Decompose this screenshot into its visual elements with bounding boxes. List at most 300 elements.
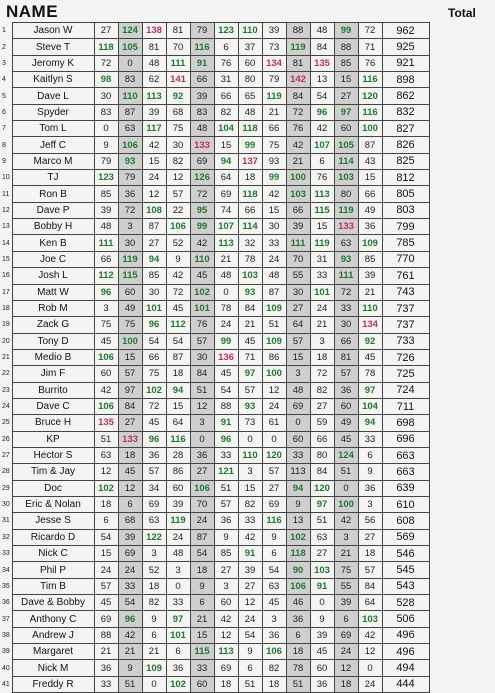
player-name: Margaret [12,644,94,660]
score-cell: 106 [94,398,118,414]
score-cell: 48 [286,382,310,398]
total-cell: 805 [382,186,429,202]
score-cell: 36 [358,480,382,496]
score-cell: 99 [214,333,238,349]
table-row [0,562,429,578]
row-number: 32 [2,533,10,541]
score-cell: 73 [238,415,262,431]
score-table-body [0,23,429,693]
score-cell: 83 [94,104,118,120]
score-cell: 116 [262,513,286,529]
score-cell: 107 [310,137,334,153]
score-cell: 9 [94,137,118,153]
score-cell: 62 [142,72,166,88]
score-cell: 63 [118,121,142,137]
score-cell: 69 [190,153,214,169]
score-cell: 9 [358,464,382,480]
total-cell: 543 [382,578,429,594]
score-cell: 111 [286,235,310,251]
score-cell: 54 [94,529,118,545]
score-cell: 3 [358,496,382,512]
score-cell: 3 [166,562,190,578]
score-cell: 97 [310,496,334,512]
score-cell: 109 [262,300,286,316]
player-name: Josh L [12,268,94,284]
score-cell: 105 [118,39,142,55]
score-cell: 31 [214,72,238,88]
score-cell: 99 [334,23,358,39]
score-cell: 116 [190,39,214,55]
score-cell: 45 [214,366,238,382]
score-cell: 120 [358,88,382,104]
score-cell: 21 [262,104,286,120]
score-cell: 66 [238,202,262,218]
score-cell: 18 [166,366,190,382]
score-cell: 3 [310,333,334,349]
score-cell: 72 [358,23,382,39]
row-number: 4 [2,76,6,84]
player-name: Dave C [12,398,94,414]
score-cell: 113 [286,464,310,480]
score-cell: 79 [190,23,214,39]
score-cell: 94 [286,480,310,496]
score-cell: 51 [214,480,238,496]
row-number: 1 [2,27,6,35]
score-cell: 104 [214,121,238,137]
score-cell: 6 [262,546,286,562]
score-cell: 27 [238,578,262,594]
table-row [0,382,429,398]
score-cell: 106 [94,349,118,365]
score-cell: 30 [94,88,118,104]
score-cell: 9 [286,496,310,512]
score-cell: 15 [118,349,142,365]
total-cell: 785 [382,235,429,251]
table-row [0,104,429,120]
score-cell: 59 [310,415,334,431]
score-cell: 36 [118,186,142,202]
score-cell: 18 [118,447,142,463]
score-cell: 66 [214,88,238,104]
score-cell: 74 [214,202,238,218]
score-cell: 106 [118,137,142,153]
score-cell: 54 [214,382,238,398]
row-number: 20 [2,337,10,345]
score-cell: 115 [118,268,142,284]
table-row [0,578,429,594]
score-cell: 36 [190,447,214,463]
score-cell: 66 [94,251,118,267]
row-number: 33 [2,550,10,558]
score-cell: 133 [190,137,214,153]
row-number: 13 [2,223,10,231]
score-cell: 0 [286,415,310,431]
row-number: 37 [2,615,10,623]
score-cell: 57 [142,464,166,480]
score-cell: 42 [262,186,286,202]
total-cell: 528 [382,595,429,611]
score-cell: 76 [358,55,382,71]
score-cell: 66 [262,121,286,137]
score-cell: 84 [358,578,382,594]
score-cell: 117 [142,121,166,137]
score-cell: 75 [166,121,190,137]
score-cell: 76 [190,317,214,333]
score-cell: 136 [214,349,238,365]
score-cell: 42 [214,611,238,627]
score-cell: 0 [238,431,262,447]
player-name: Matt W [12,284,94,300]
table-row [0,72,429,88]
score-cell: 27 [286,300,310,316]
score-cell: 102 [94,480,118,496]
score-cell: 84 [286,88,310,104]
score-cell: 101 [310,284,334,300]
score-cell: 99 [262,170,286,186]
score-cell: 137 [238,153,262,169]
score-cell: 86 [262,349,286,365]
score-cell: 36 [166,660,190,676]
score-cell: 115 [310,202,334,218]
table-row [0,219,429,235]
total-cell: 663 [382,464,429,480]
score-cell: 21 [118,644,142,660]
score-cell: 12 [166,170,190,186]
score-cell: 93 [334,251,358,267]
total-cell: 496 [382,644,429,660]
row-number: 34 [2,566,10,574]
score-cell: 93 [262,153,286,169]
table-row [0,595,429,611]
score-cell: 43 [358,153,382,169]
score-cell: 102 [166,676,190,692]
player-name: TJ [12,170,94,186]
score-cell: 84 [118,398,142,414]
score-cell: 100 [262,366,286,382]
table-row [0,676,429,692]
score-cell: 39 [286,219,310,235]
score-cell: 27 [118,415,142,431]
score-cell: 0 [358,660,382,676]
score-cell: 113 [142,88,166,104]
player-name: Eric & Nolan [12,496,94,512]
score-cell: 64 [286,317,310,333]
score-cell: 18 [310,349,334,365]
player-name: Jason W [12,23,94,39]
score-cell: 57 [166,186,190,202]
table-row [0,644,429,660]
score-cell: 97 [238,366,262,382]
player-name: Kaitlyn S [12,72,94,88]
score-cell: 42 [358,627,382,643]
score-cell: 15 [166,398,190,414]
score-cell: 24 [358,676,382,692]
score-cell: 57 [262,464,286,480]
score-cell: 69 [334,627,358,643]
score-cell: 141 [166,72,190,88]
score-cell: 3 [118,219,142,235]
score-cell: 18 [262,676,286,692]
score-cell: 15 [214,137,238,153]
score-cell: 73 [262,39,286,55]
score-cell: 70 [166,39,190,55]
score-cell: 120 [310,480,334,496]
score-cell: 45 [166,300,190,316]
score-cell: 92 [358,333,382,349]
score-cell: 134 [358,317,382,333]
score-cell: 102 [190,284,214,300]
score-cell: 105 [334,137,358,153]
row-number: 21 [2,354,10,362]
score-cell: 9 [310,611,334,627]
score-cell: 24 [190,513,214,529]
row-number: 25 [2,419,10,427]
score-cell: 75 [94,317,118,333]
score-cell: 82 [262,660,286,676]
score-cell: 78 [286,660,310,676]
score-cell: 87 [190,529,214,545]
score-cell: 42 [190,235,214,251]
table-row [0,300,429,316]
score-cell: 85 [334,55,358,71]
score-cell: 97 [358,382,382,398]
score-cell: 48 [142,55,166,71]
score-cell: 83 [118,72,142,88]
score-cell: 60 [166,480,190,496]
score-cell: 39 [238,562,262,578]
total-cell: 803 [382,202,429,218]
player-name: Steve T [12,39,94,55]
table-row [0,349,429,365]
score-cell: 112 [94,268,118,284]
score-cell: 135 [310,55,334,71]
score-cell: 100 [118,333,142,349]
score-cell: 3 [142,546,166,562]
score-cell: 68 [166,104,190,120]
row-number: 24 [2,403,10,411]
score-cell: 15 [94,546,118,562]
score-cell: 33 [334,300,358,316]
score-cell: 87 [358,137,382,153]
score-cell: 60 [310,660,334,676]
total-cell: 444 [382,676,429,692]
score-cell: 69 [262,496,286,512]
score-cell: 30 [334,317,358,333]
score-cell: 86 [166,464,190,480]
total-cell: 737 [382,300,429,316]
row-number: 10 [2,174,10,182]
score-cell: 30 [166,137,190,153]
score-cell: 101 [190,300,214,316]
score-cell: 33 [214,447,238,463]
score-cell: 72 [166,284,190,300]
row-number: 39 [2,648,10,656]
total-cell: 545 [382,562,429,578]
score-cell: 15 [334,72,358,88]
score-cell: 110 [238,23,262,39]
total-cell: 799 [382,219,429,235]
score-cell: 21 [286,153,310,169]
score-cell: 51 [238,676,262,692]
score-cell: 85 [214,546,238,562]
score-cell: 66 [190,72,214,88]
score-cell: 15 [262,202,286,218]
score-cell: 98 [94,72,118,88]
table-row [0,121,429,137]
table-row [0,513,429,529]
score-cell: 12 [214,627,238,643]
score-cell: 63 [262,578,286,594]
total-cell: 546 [382,546,429,562]
score-cell: 69 [286,398,310,414]
score-cell: 91 [238,546,262,562]
score-cell: 27 [310,398,334,414]
score-cell: 75 [142,366,166,382]
score-cell: 21 [214,251,238,267]
score-cell: 51 [118,676,142,692]
row-number: 17 [2,288,10,296]
score-cell: 119 [262,88,286,104]
score-cell: 96 [214,431,238,447]
row-number: 15 [2,255,10,263]
score-cell: 9 [262,529,286,545]
score-cell: 78 [214,300,238,316]
score-cell: 107 [214,219,238,235]
score-cell: 27 [310,546,334,562]
score-cell: 84 [310,39,334,55]
score-cell: 109 [358,235,382,251]
score-cell: 109 [142,660,166,676]
score-cell: 36 [286,611,310,627]
score-cell: 63 [142,513,166,529]
score-cell: 12 [142,186,166,202]
total-column-header: Total [448,6,476,20]
score-cell: 51 [286,676,310,692]
score-cell: 12 [238,595,262,611]
score-cell: 36 [310,676,334,692]
score-cell: 60 [334,121,358,137]
score-cell: 72 [94,55,118,71]
total-cell: 826 [382,137,429,153]
score-cell: 9 [142,611,166,627]
table-row [0,137,429,153]
score-cell: 97 [118,382,142,398]
score-cell: 103 [238,268,262,284]
score-cell: 116 [358,72,382,88]
table-row [0,627,429,643]
total-cell: 862 [382,88,429,104]
score-cell: 94 [142,251,166,267]
score-cell: 36 [142,447,166,463]
score-cell: 22 [166,202,190,218]
score-cell: 106 [166,219,190,235]
score-cell: 42 [142,137,166,153]
total-cell: 698 [382,415,429,431]
score-cell: 49 [334,415,358,431]
table-row [0,55,429,71]
score-cell: 48 [238,104,262,120]
score-cell: 24 [142,170,166,186]
score-cell: 115 [190,644,214,660]
score-cell: 91 [214,415,238,431]
score-cell: 66 [334,333,358,349]
score-cell: 114 [238,219,262,235]
table-row [0,170,429,186]
score-cell: 0 [334,480,358,496]
total-cell: 506 [382,611,429,627]
name-column-header: NAME [6,2,59,21]
player-name: Phil P [12,562,94,578]
score-cell: 90 [286,562,310,578]
row-number: 2 [2,43,6,51]
score-cell: 106 [190,480,214,496]
score-cell: 51 [94,431,118,447]
score-cell: 93 [118,153,142,169]
score-cell: 15 [190,627,214,643]
score-cell: 82 [166,153,190,169]
score-cell: 60 [286,431,310,447]
score-cell: 27 [334,88,358,104]
score-cell: 124 [118,23,142,39]
score-cell: 82 [310,382,334,398]
total-cell: 898 [382,72,429,88]
score-cell: 24 [94,562,118,578]
score-cell: 0 [190,431,214,447]
player-name: Tony D [12,333,94,349]
score-cell: 6 [166,644,190,660]
score-cell: 87 [142,219,166,235]
score-cell: 42 [334,513,358,529]
row-number: 40 [2,664,10,672]
score-cell: 118 [94,39,118,55]
score-cell: 57 [286,333,310,349]
score-cell: 3 [238,464,262,480]
row-number: 26 [2,435,10,443]
total-cell: 832 [382,104,429,120]
score-cell: 110 [238,447,262,463]
player-name: Tim B [12,578,94,594]
score-cell: 72 [190,186,214,202]
score-cell: 63 [334,235,358,251]
score-cell: 9 [238,644,262,660]
score-cell: 112 [166,317,190,333]
player-name: Jesse S [12,513,94,529]
table-row [0,317,429,333]
score-cell: 45 [334,431,358,447]
score-cell: 126 [190,170,214,186]
player-name: Nick M [12,660,94,676]
score-cell: 69 [118,546,142,562]
score-cell: 56 [358,513,382,529]
score-cell: 60 [118,284,142,300]
score-cell: 103 [286,186,310,202]
score-cell: 9 [166,251,190,267]
table-row [0,415,429,431]
row-number: 38 [2,631,10,639]
score-cell: 42 [286,137,310,153]
table-row [0,39,429,55]
total-cell: 711 [382,398,429,414]
score-cell: 60 [238,55,262,71]
score-cell: 119 [310,235,334,251]
table-row [0,529,429,545]
player-name: Andrew J [12,627,94,643]
total-cell: 494 [382,660,429,676]
score-cell: 111 [94,235,118,251]
score-cell: 103 [358,611,382,627]
total-cell: 726 [382,349,429,365]
score-cell: 52 [166,235,190,251]
